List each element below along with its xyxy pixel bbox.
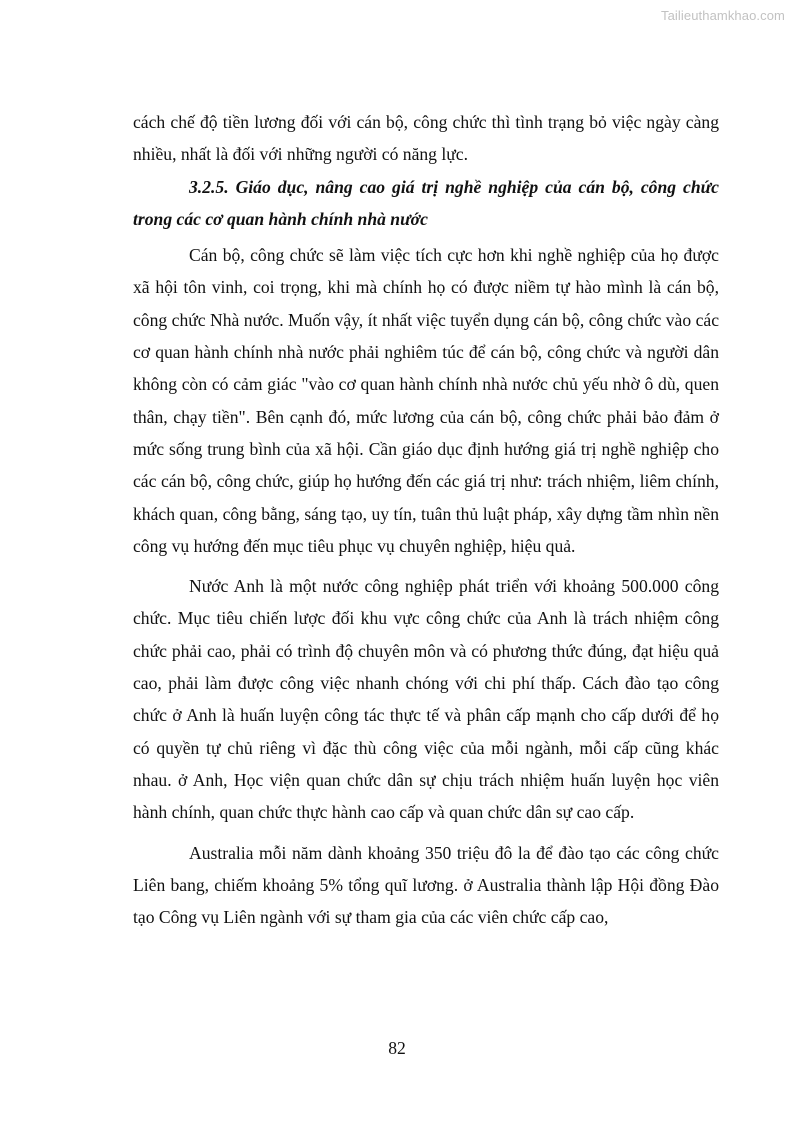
paragraph-1: Cán bộ, công chức sẽ làm việc tích cực hơn khi nghề nghiệp của họ được xã hội tôn vinh, coi trọng, khi mà chính họ có được niềm tự hào mình là cán bộ, công chức Nhà nước. Muốn vậy, ít nhất việc tuyển dụng cán bộ, công chức vào các cơ quan hành chính nhà nước phải nghiêm túc để cán bộ, công chức và người dân không còn có cảm giác "vào cơ quan hành chính nhà nước chủ yếu nhờ ô dù, quen thân, chạy tiền". Bên cạnh đó, mức lương của cán bộ, công chức phải bảo đảm ở mức sống trung bình của xã hội. Cần giáo dục định hướng giá trị nghề nghiệp cho các cán bộ, công chức, giúp họ hướng đến các giá trị như: trách nhiệm, liêm chính, khách quan, công bằng, sáng tạo, uy tín, tuân thủ luật pháp, xây dựng tầm nhìn nền công vụ hướng đến mục tiêu phục vụ chuyên nghiệp, hiệu quả. — [133, 245, 719, 556]
page-number: 82 — [388, 1038, 406, 1058]
paragraph-3: Australia mỗi năm dành khoảng 350 triệu đô la để đào tạo các công chức Liên bang, chiếm khoảng 5% tổng quĩ lương. ở Australia thành lập Hội đồng Đào tạo Công vụ Liên ngành với sự tham gia của các viên chức cấp cao, — [133, 842, 719, 928]
section-heading: 3.2.5. Giáo dục, nâng cao giá trị nghề nghiệp của cán bộ, công chức trong các cơ quan hành chính nhà nước — [133, 176, 719, 229]
paragraph-2: Nước Anh là một nước công nghiệp phát triển với khoảng 500.000 công chức. Mục tiêu chiến lược đối khu vực công chức của Anh là trách nhiệm công chức phải cao, phải có trình độ chuyên môn và có phương thức đúng, đạt hiệu quả cao, phải làm được công việc nhanh chóng với chi phí thấp. Cách đào tạo công chức ở Anh là huấn luyện công tác thực tế và phân cấp mạnh cho cấp dưới để họ có quyền tự chủ riêng vì đặc thù công việc của mỗi ngành, mỗi cấp cũng khác nhau. ở Anh, Học viện quan chức dân sự chịu trách nhiệm huấn luyện học viên hành chính, quan chức thực hành cao cấp và quan chức dân sự cao cấp. — [133, 576, 719, 823]
document-body — [133, 106, 719, 933]
continuation-paragraph: cách chế độ tiền lương đối với cán bộ, công chức thì tình trạng bỏ việc ngày càng nhiều, nhất là đối với những người có năng lực. — [133, 112, 719, 165]
watermark: Tailieuthamkhao.com — [660, 8, 785, 23]
